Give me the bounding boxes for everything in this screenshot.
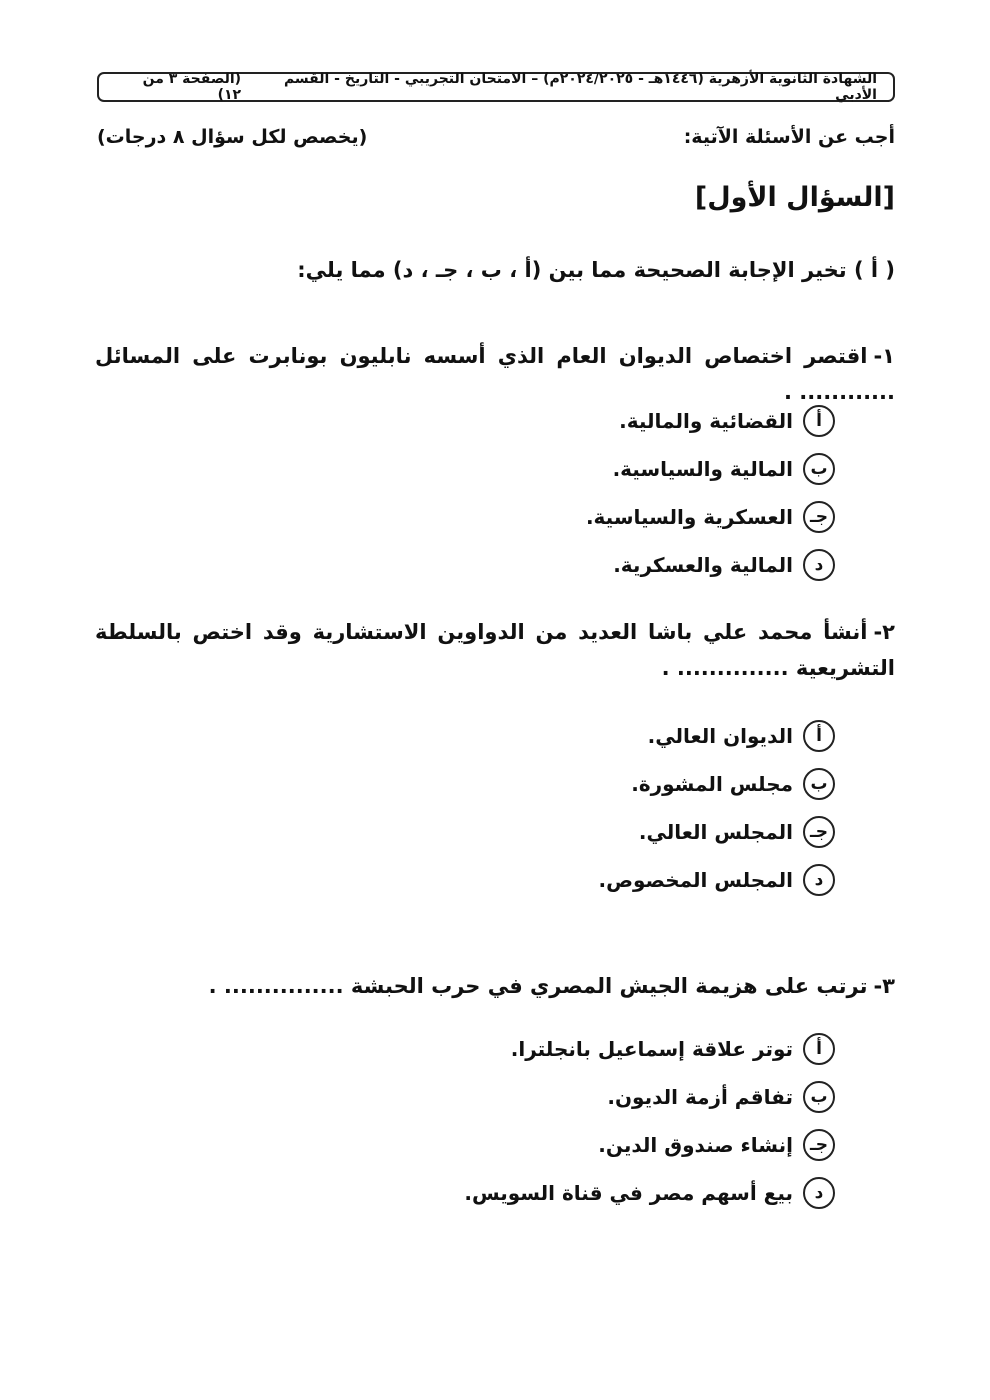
question-3 xyxy=(95,968,895,1004)
section-title: [السؤال الأول] xyxy=(694,182,895,213)
option-text: توتر علاقة إسماعيل بانجلترا. xyxy=(510,1037,793,1061)
option-q2-a[interactable] xyxy=(598,712,835,760)
option-q1-c[interactable] xyxy=(586,493,835,541)
option-letter: جـ xyxy=(803,501,835,533)
question-text: ترتب على هزيمة الجيش المصري في حرب الحبشة ............... . xyxy=(208,974,868,998)
option-text: إنشاء صندوق الدين. xyxy=(598,1133,793,1157)
option-letter: جـ xyxy=(803,1129,835,1161)
question-number: ٢- xyxy=(873,620,895,644)
option-q3-d[interactable] xyxy=(464,1169,835,1217)
option-q2-d[interactable] xyxy=(598,856,835,904)
question-text: أنشأ محمد علي باشا العديد من الدواوين الاستشارية وقد اختص بالسلطة التشريعية .............. . xyxy=(95,620,895,680)
exam-header xyxy=(97,72,895,102)
option-text: المجلس العالي. xyxy=(638,820,793,844)
option-text: مجلس المشورة. xyxy=(631,772,793,796)
answer-prompt: أجب عن الأسئلة الآتية: xyxy=(683,126,895,148)
option-q3-a[interactable] xyxy=(464,1025,835,1073)
option-text: المالية والعسكرية. xyxy=(613,553,793,577)
exam-info: الشهادة الثانوية الأزهرية (١٤٤٦هـ - ٢٠٢٤/٢٠٢٥م) – الامتحان التجريبي - التاريخ - القسم الأدبي xyxy=(283,71,877,103)
option-text: المجلس المخصوص. xyxy=(598,868,793,892)
option-text: تفاقم أزمة الديون. xyxy=(607,1085,793,1109)
option-text: بيع أسهم مصر في قناة السويس. xyxy=(464,1181,793,1205)
option-letter: ب xyxy=(803,1081,835,1113)
option-letter: أ xyxy=(803,405,835,437)
question-number: ١- xyxy=(873,344,895,368)
option-letter: جـ xyxy=(803,816,835,848)
option-letter: أ xyxy=(803,720,835,752)
option-q2-b[interactable] xyxy=(598,760,835,808)
option-letter: د xyxy=(803,549,835,581)
option-text: الديوان العالي. xyxy=(647,724,793,748)
option-q2-c[interactable] xyxy=(598,808,835,856)
marks-note: (يخصص لكل سؤال ٨ درجات) xyxy=(97,126,368,148)
options-q3 xyxy=(464,1025,835,1217)
page-number: (الصفحة ٣ من ١٢) xyxy=(142,71,242,103)
option-q3-c[interactable] xyxy=(464,1121,835,1169)
option-q1-d[interactable] xyxy=(586,541,835,589)
options-q1 xyxy=(586,397,835,589)
option-letter: ب xyxy=(803,453,835,485)
option-q3-b[interactable] xyxy=(464,1073,835,1121)
option-q1-a[interactable] xyxy=(586,397,835,445)
question-number: ٣- xyxy=(873,974,895,998)
options-q2 xyxy=(598,712,835,904)
option-text: المالية والسياسية. xyxy=(612,457,793,481)
option-letter: أ xyxy=(803,1033,835,1065)
part-a-title: ( أ ) تخير الإجابة الصحيحة مما بين (أ ، ب ، جـ ، د) مما يلي: xyxy=(297,258,895,282)
question-2 xyxy=(95,614,895,686)
option-q1-b[interactable] xyxy=(586,445,835,493)
option-text: العسكرية والسياسية. xyxy=(585,505,793,529)
option-letter: د xyxy=(803,1177,835,1209)
instructions-row xyxy=(97,120,895,154)
question-text: اقتصر اختصاص الديوان العام الذي أسسه نابليون بونابرت على المسائل ............ . xyxy=(95,344,895,404)
option-letter: د xyxy=(803,864,835,896)
option-text: القضائية والمالية. xyxy=(619,409,793,433)
option-letter: ب xyxy=(803,768,835,800)
